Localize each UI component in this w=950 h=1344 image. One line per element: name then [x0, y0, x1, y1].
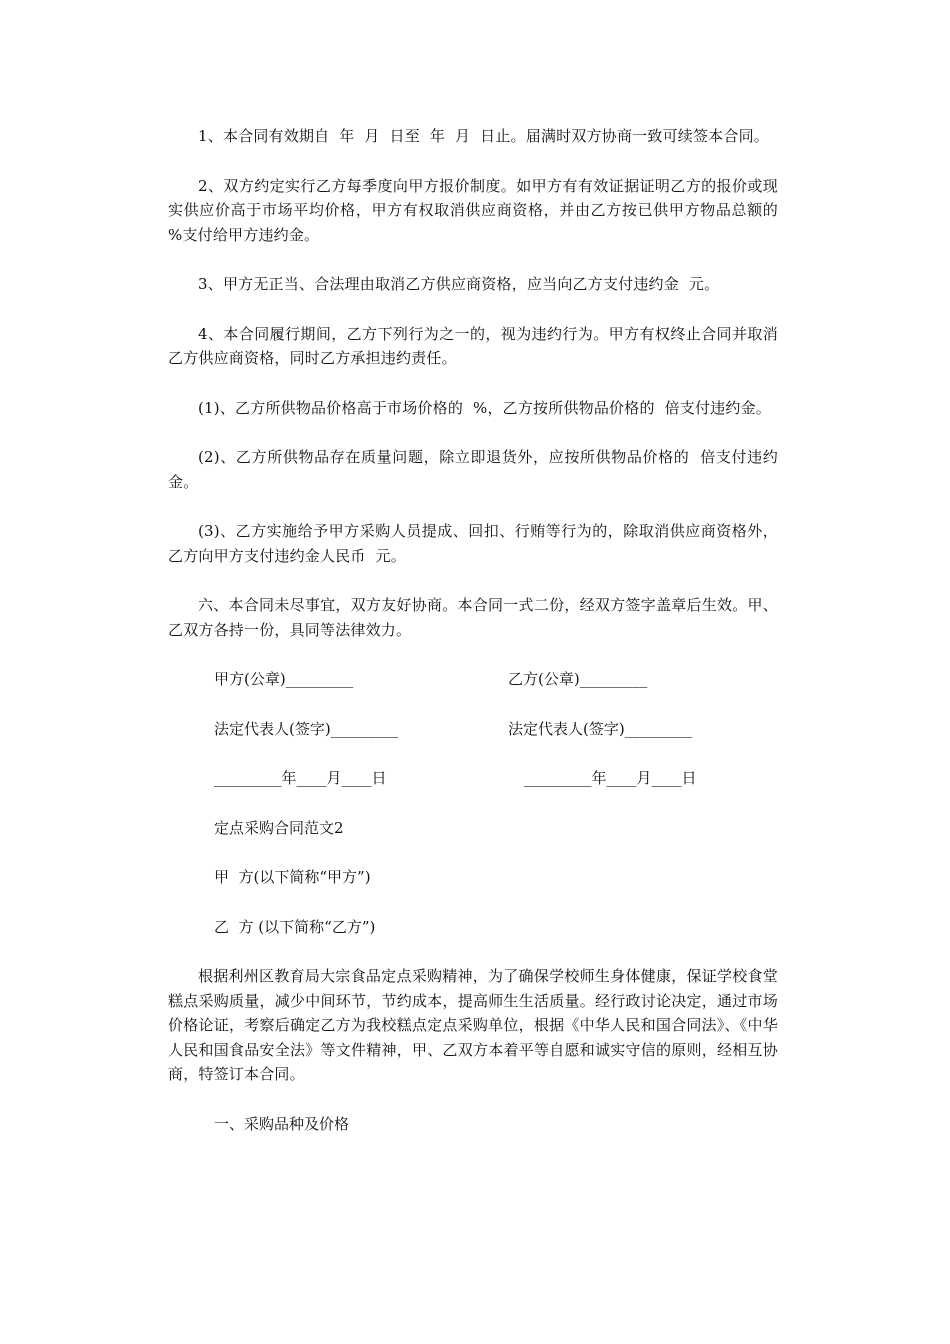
clause-4-breach: 4、本合同履行期间，乙方下列行为之一的，视为违约行为。甲方有权终止合同并取消乙方供应商资格，同时乙方承担违约责任。 — [168, 324, 778, 367]
party-a-rep-field: 法定代表人(签字)_________ — [214, 719, 399, 738]
heading-procurement-items: 一、采购品种及价格 — [214, 1114, 350, 1133]
section-2-title: 定点采购合同范文2 — [214, 818, 344, 837]
clause-3-penalty: 3、甲方无正当、合法理由取消乙方供应商资格，应当向乙方支付违约金 元。 — [198, 275, 720, 293]
signature-date-row — [168, 766, 778, 790]
clause-4-item-3: (3)、乙方实施给予甲方采购人员提成、回扣、行贿等行为的，除取消供应商资格外，乙方向甲方支付违约金人民币 元。 — [168, 522, 778, 565]
party-a-definition: 甲 方(以下简称“甲方”) — [214, 868, 371, 886]
signature-rep-row — [168, 717, 778, 741]
intro-paragraph: 根据利州区教育局大宗食品定点采购精神，为了确保学校师生身体健康，保证学校食堂糕点采购质量，减少中间环节，节约成本，提高师生生活质量。经行政讨论决定，通过市场价格论证，考察后确定乙方为我校糕点定点采购单位，根据《中华人民和国合同法》、《中华人民和国食品安全法》等文件精神，甲、乙双方本着平等自愿和诚实守信的原则，经相互协商，特签订本合同。 — [168, 967, 778, 1083]
clause-4-item-1: (1)、乙方所供物品价格高于市场价格的 %，乙方按所供物品价格的 倍支付违约金。 — [198, 398, 771, 417]
clause-1-validity: 1、本合同有效期自 年 月 日至 年 月 日止。届满时双方协商一致可续签本合同。 — [198, 127, 769, 145]
party-a-seal-field: 甲方(公章)_________ — [214, 670, 354, 688]
party-a-date-field: _________年____月____日 — [214, 769, 387, 787]
clause-4-item-2: (2)、乙方所供物品存在质量问题，除立即退货外，应按所供物品价格的 倍支付违约金。 — [168, 448, 778, 491]
clause-6-misc: 六、本合同未尽事宜，双方友好协商。本合同一式二份，经双方签字盖章后生效。甲、乙双方各持一份，具同等法律效力。 — [168, 596, 778, 639]
party-b-rep-field: 法定代表人(签字)_________ — [508, 719, 693, 738]
party-b-definition: 乙 方 (以下简称“乙方”) — [214, 917, 376, 936]
signature-seal-row — [168, 667, 778, 691]
party-b-date-field: _________年____月____日 — [524, 769, 697, 787]
document-body — [168, 124, 783, 1161]
clause-2-quotation: 2、双方约定实行乙方每季度向甲方报价制度。如甲方有有效证据证明乙方的报价或现实供应价高于市场平均价格，甲方有权取消供应商资格，并由乙方按已供甲方物品总额的 %支付给甲方违约金。 — [168, 176, 783, 244]
party-b-seal-field: 乙方(公章)_________ — [508, 670, 648, 688]
